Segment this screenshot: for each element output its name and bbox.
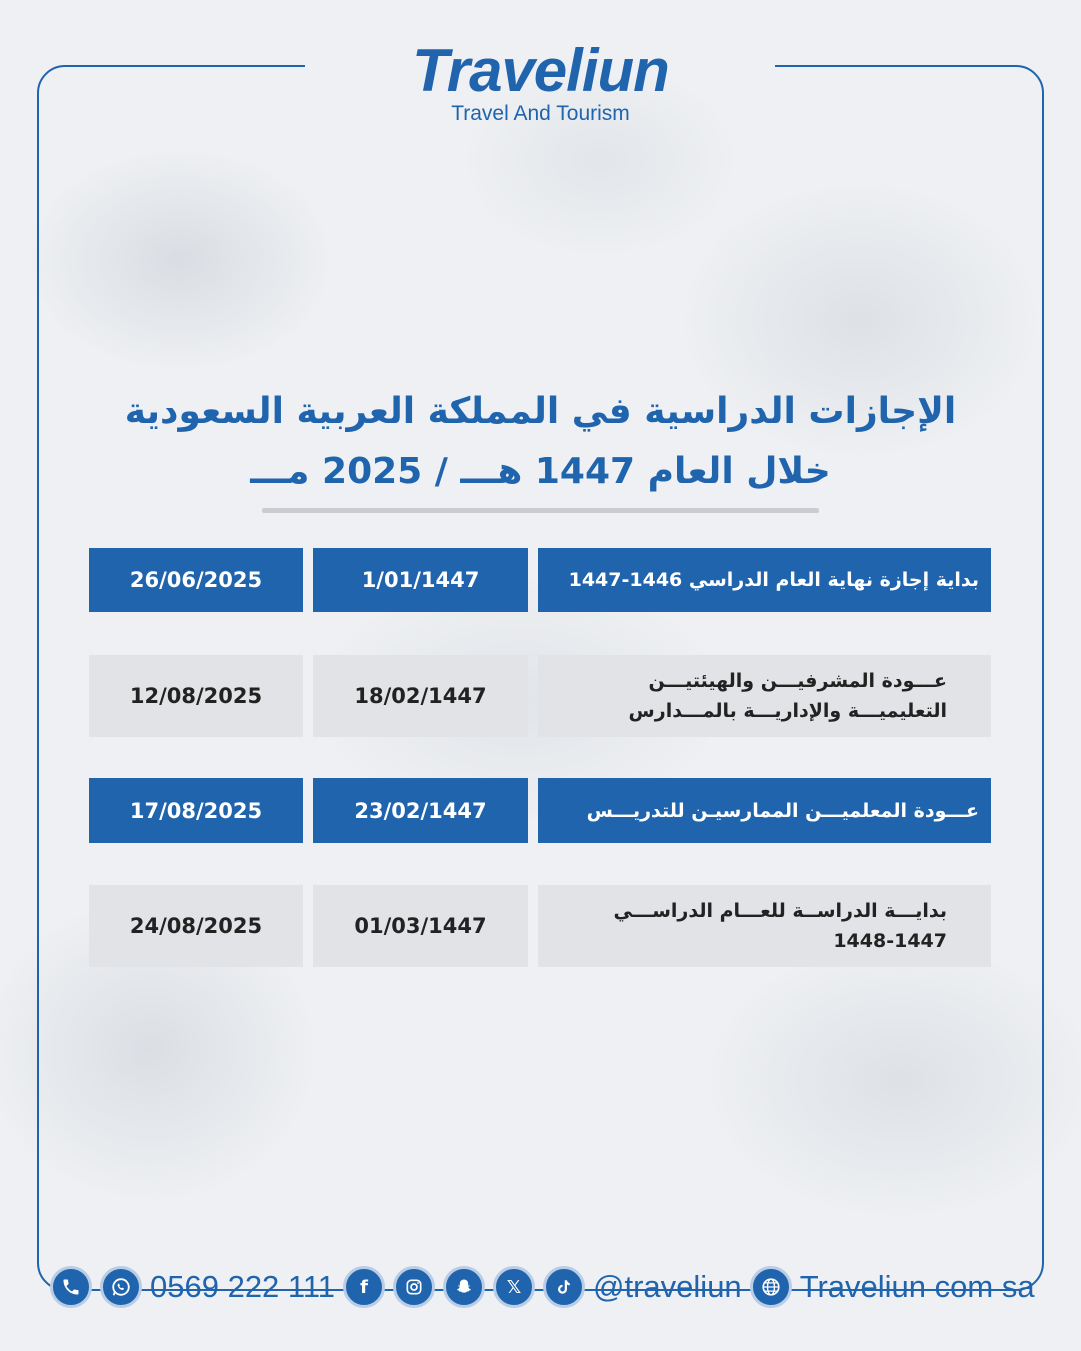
title-line-1: الإجازات الدراسية في المملكة العربية السعودية: [124, 391, 957, 432]
page-title: [0, 382, 1081, 502]
x-icon[interactable]: 𝕏: [493, 1266, 535, 1308]
row-2-hijri: 18/02/1447: [313, 655, 528, 737]
row-2-label: عـــودة المشرفيـــن والهيئتيـــن التعليميـــة والإداريـــة بالمـــدارس: [538, 655, 991, 737]
snapchat-icon[interactable]: [443, 1266, 485, 1308]
brand-logo: [0, 38, 1081, 126]
row-3-gregorian: 17/08/2025: [89, 778, 303, 843]
row-1-label: بداية إجازة نهاية العام الدراسي 1446-1447: [538, 548, 991, 612]
row-3-label: عـــودة المعلميـــن الممارسيـن للتدريـــس: [538, 778, 991, 843]
row-4-hijri: 01/03/1447: [313, 885, 528, 967]
website-link[interactable]: Traveliun com sa: [799, 1269, 1035, 1304]
title-divider: [262, 508, 819, 513]
phone-icon[interactable]: [50, 1266, 92, 1308]
facebook-icon[interactable]: f: [343, 1266, 385, 1308]
brand-name: Traveliun: [412, 37, 669, 104]
title-line-2: خلال العام 1447 هـــ / 2025 مـــ: [250, 451, 831, 492]
row-3-hijri: 23/02/1447: [313, 778, 528, 843]
tiktok-icon[interactable]: [543, 1266, 585, 1308]
whatsapp-icon[interactable]: [100, 1266, 142, 1308]
row-1-gregorian: 26/06/2025: [89, 548, 303, 612]
contact-footer: [50, 1264, 1035, 1310]
instagram-icon[interactable]: [393, 1266, 435, 1308]
brand-tagline: Travel And Tourism: [451, 102, 630, 125]
globe-icon[interactable]: [750, 1266, 792, 1308]
row-1-hijri: 1/01/1447: [313, 548, 528, 612]
row-2-gregorian: 12/08/2025: [89, 655, 303, 737]
row-4-gregorian: 24/08/2025: [89, 885, 303, 967]
row-4-label: بدايـــة الدراســة للعـــام الدراســـي 1447-1448: [538, 885, 991, 967]
social-handle[interactable]: @traveliun: [593, 1269, 742, 1304]
phone-number[interactable]: 0569 222 111: [150, 1269, 336, 1304]
